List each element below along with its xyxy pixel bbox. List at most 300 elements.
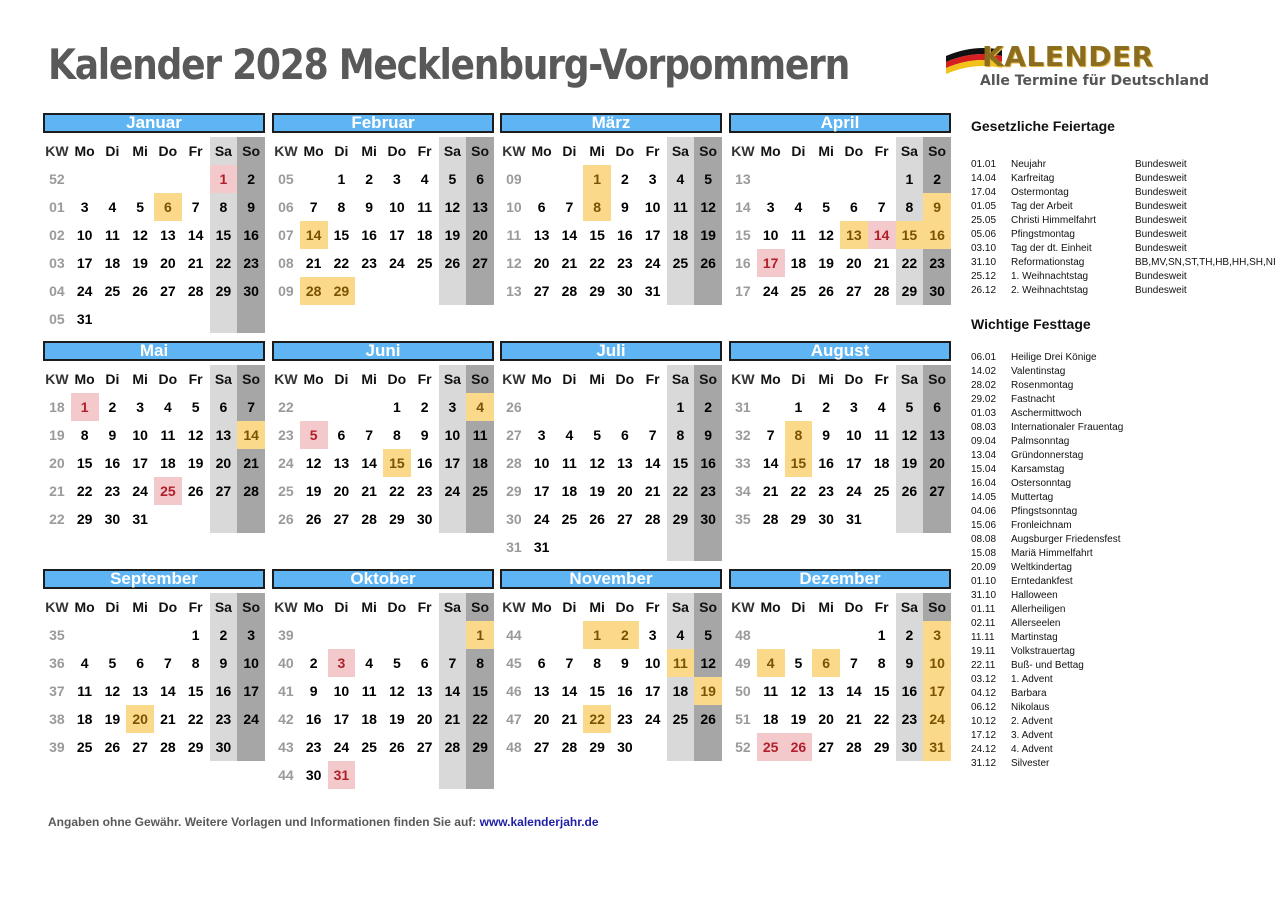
day-cell[interactable]: 3: [136, 399, 145, 415]
day-cell[interactable]: 2: [108, 399, 117, 415]
day-cell[interactable]: 13: [533, 683, 550, 699]
day-cell[interactable]: 26: [589, 511, 605, 527]
day-cell[interactable]: 20: [126, 705, 154, 733]
day-cell[interactable]: 6: [849, 199, 858, 215]
day-cell[interactable]: 7: [565, 199, 574, 215]
day-cell[interactable]: 29: [873, 739, 890, 755]
day-cell[interactable]: 22: [466, 705, 494, 733]
day-cell[interactable]: 11: [874, 427, 890, 443]
day-cell[interactable]: 18: [561, 483, 578, 499]
day-cell[interactable]: 15: [333, 227, 350, 243]
day-cell[interactable]: 19: [694, 221, 722, 249]
day-cell[interactable]: 23: [416, 483, 433, 499]
day-cell[interactable]: 22: [187, 711, 204, 727]
day-cell[interactable]: 10: [237, 649, 265, 677]
day-cell[interactable]: 15: [383, 449, 411, 477]
day-cell[interactable]: 30: [237, 277, 265, 305]
day-cell[interactable]: 8: [785, 421, 813, 449]
day-cell[interactable]: 31: [644, 283, 661, 299]
day-cell[interactable]: 9: [420, 427, 429, 443]
day-cell[interactable]: 23: [617, 711, 633, 727]
day-cell[interactable]: 29: [589, 739, 605, 755]
day-cell[interactable]: 8: [593, 655, 602, 671]
day-cell[interactable]: 25: [361, 739, 377, 755]
day-cell[interactable]: 13: [818, 683, 834, 699]
day-cell[interactable]: 4: [565, 427, 574, 443]
day-cell[interactable]: 1: [392, 399, 401, 415]
day-cell[interactable]: 25: [873, 483, 890, 499]
day-cell[interactable]: 1: [191, 627, 200, 643]
day-cell[interactable]: 5: [191, 399, 200, 415]
day-cell[interactable]: 13: [333, 455, 350, 471]
day-cell[interactable]: 20: [818, 711, 834, 727]
day-cell[interactable]: 4: [667, 165, 695, 193]
day-cell[interactable]: 15: [873, 683, 890, 699]
day-cell[interactable]: 1: [896, 165, 924, 193]
day-cell[interactable]: 29: [667, 505, 695, 533]
day-cell[interactable]: 17: [644, 683, 661, 699]
day-cell[interactable]: 26: [439, 249, 467, 277]
day-cell[interactable]: 11: [561, 455, 577, 471]
day-cell[interactable]: 12: [694, 649, 722, 677]
day-cell[interactable]: 5: [694, 621, 722, 649]
day-cell[interactable]: 12: [896, 421, 924, 449]
day-cell[interactable]: 20: [923, 449, 951, 477]
day-cell[interactable]: 2: [237, 165, 265, 193]
day-cell[interactable]: 13: [466, 193, 494, 221]
day-cell[interactable]: 1: [210, 165, 238, 193]
day-cell[interactable]: 3: [923, 621, 951, 649]
day-cell[interactable]: 14: [561, 227, 578, 243]
day-cell[interactable]: 22: [210, 249, 238, 277]
day-cell[interactable]: 1: [337, 171, 346, 187]
day-cell[interactable]: 24: [333, 739, 350, 755]
day-cell[interactable]: 27: [132, 739, 148, 755]
day-cell[interactable]: 29: [76, 511, 93, 527]
day-cell[interactable]: 6: [154, 193, 182, 221]
day-cell[interactable]: 17: [132, 455, 148, 471]
day-cell[interactable]: 11: [417, 199, 433, 215]
day-cell[interactable]: 22: [896, 249, 924, 277]
day-cell[interactable]: 12: [589, 455, 605, 471]
day-cell[interactable]: 27: [160, 283, 176, 299]
day-cell[interactable]: 10: [762, 227, 779, 243]
day-cell[interactable]: 17: [237, 677, 265, 705]
day-cell[interactable]: 14: [762, 455, 779, 471]
day-cell[interactable]: 11: [104, 227, 120, 243]
day-cell[interactable]: 22: [583, 705, 611, 733]
day-cell[interactable]: 25: [154, 477, 182, 505]
day-cell[interactable]: 31: [533, 539, 550, 555]
day-cell[interactable]: 14: [160, 683, 176, 699]
day-cell[interactable]: 21: [561, 255, 578, 271]
day-cell[interactable]: 31: [923, 733, 951, 761]
day-cell[interactable]: 15: [589, 683, 605, 699]
day-cell[interactable]: 18: [416, 227, 433, 243]
day-cell[interactable]: 21: [160, 711, 176, 727]
day-cell[interactable]: 4: [365, 655, 374, 671]
day-cell[interactable]: 12: [818, 227, 834, 243]
day-cell[interactable]: 19: [439, 221, 467, 249]
day-cell[interactable]: 28: [644, 511, 661, 527]
day-cell[interactable]: 27: [333, 511, 350, 527]
day-cell[interactable]: 5: [896, 393, 924, 421]
day-cell[interactable]: 26: [104, 739, 121, 755]
day-cell[interactable]: 29: [896, 277, 924, 305]
day-cell[interactable]: 25: [667, 249, 695, 277]
day-cell[interactable]: 12: [187, 427, 204, 443]
day-cell[interactable]: 4: [108, 199, 117, 215]
day-cell[interactable]: 28: [561, 283, 578, 299]
day-cell[interactable]: 5: [108, 655, 117, 671]
day-cell[interactable]: 9: [210, 649, 238, 677]
day-cell[interactable]: 14: [846, 683, 862, 699]
day-cell[interactable]: 28: [160, 739, 176, 755]
day-cell[interactable]: 24: [846, 483, 862, 499]
day-cell[interactable]: 19: [187, 455, 204, 471]
day-cell[interactable]: 27: [846, 283, 862, 299]
day-cell[interactable]: 16: [818, 455, 834, 471]
day-cell[interactable]: 29: [589, 283, 605, 299]
day-cell[interactable]: 11: [790, 227, 806, 243]
day-cell[interactable]: 31: [328, 761, 356, 789]
day-cell[interactable]: 10: [644, 199, 661, 215]
day-cell[interactable]: 18: [873, 455, 890, 471]
day-cell[interactable]: 9: [694, 421, 722, 449]
day-cell[interactable]: 6: [620, 427, 629, 443]
day-cell[interactable]: 28: [361, 511, 377, 527]
day-cell[interactable]: 20: [416, 711, 433, 727]
day-cell[interactable]: 15: [466, 677, 494, 705]
day-cell[interactable]: 6: [466, 165, 494, 193]
day-cell[interactable]: 24: [644, 711, 661, 727]
day-cell[interactable]: 1: [583, 621, 611, 649]
day-cell[interactable]: 2: [694, 393, 722, 421]
day-cell[interactable]: 16: [617, 227, 633, 243]
day-cell[interactable]: 10: [76, 227, 93, 243]
day-cell[interactable]: 19: [305, 483, 322, 499]
day-cell[interactable]: 6: [923, 393, 951, 421]
day-cell[interactable]: 9: [309, 683, 318, 699]
day-cell[interactable]: 15: [785, 449, 813, 477]
day-cell[interactable]: 6: [812, 649, 840, 677]
day-cell[interactable]: 4: [667, 621, 695, 649]
day-cell[interactable]: 8: [466, 649, 494, 677]
day-cell[interactable]: 6: [136, 655, 145, 671]
day-cell[interactable]: 28: [300, 277, 328, 305]
day-cell[interactable]: 26: [389, 739, 405, 755]
day-cell[interactable]: 24: [923, 705, 951, 733]
day-cell[interactable]: 7: [191, 199, 200, 215]
day-cell[interactable]: 6: [420, 655, 429, 671]
day-cell[interactable]: 29: [466, 733, 494, 761]
day-cell[interactable]: 14: [439, 677, 467, 705]
day-cell[interactable]: 17: [757, 249, 785, 277]
day-cell[interactable]: 25: [757, 733, 785, 761]
day-cell[interactable]: 16: [416, 455, 433, 471]
day-cell[interactable]: 5: [694, 165, 722, 193]
day-cell[interactable]: 8: [896, 193, 924, 221]
day-cell[interactable]: 30: [694, 505, 722, 533]
day-cell[interactable]: 5: [794, 655, 803, 671]
day-cell[interactable]: 3: [849, 399, 858, 415]
day-cell[interactable]: 11: [77, 683, 93, 699]
day-cell[interactable]: 28: [237, 477, 265, 505]
day-cell[interactable]: 14: [561, 683, 578, 699]
day-cell[interactable]: 7: [877, 199, 886, 215]
day-cell[interactable]: 1: [583, 165, 611, 193]
day-cell[interactable]: 4: [466, 393, 494, 421]
day-cell[interactable]: 10: [132, 427, 148, 443]
day-cell[interactable]: 3: [648, 171, 657, 187]
day-cell[interactable]: 28: [846, 739, 862, 755]
day-cell[interactable]: 18: [667, 677, 695, 705]
day-cell[interactable]: 12: [305, 455, 322, 471]
day-cell[interactable]: 2: [620, 171, 629, 187]
day-cell[interactable]: 16: [694, 449, 722, 477]
day-cell[interactable]: 29: [790, 511, 807, 527]
day-cell[interactable]: 17: [923, 677, 951, 705]
day-cell[interactable]: 10: [439, 421, 467, 449]
day-cell[interactable]: 6: [537, 199, 546, 215]
day-cell[interactable]: 2: [365, 171, 374, 187]
day-cell[interactable]: 16: [617, 683, 633, 699]
day-cell[interactable]: 14: [644, 455, 661, 471]
day-cell[interactable]: 18: [466, 449, 494, 477]
day-cell[interactable]: 19: [694, 677, 722, 705]
day-cell[interactable]: 3: [80, 199, 89, 215]
day-cell[interactable]: 7: [237, 393, 265, 421]
day-cell[interactable]: 15: [896, 221, 924, 249]
day-cell[interactable]: 1: [877, 627, 886, 643]
day-cell[interactable]: 24: [76, 283, 93, 299]
day-cell[interactable]: 27: [533, 283, 550, 299]
day-cell[interactable]: 26: [694, 249, 722, 277]
day-cell[interactable]: 3: [766, 199, 775, 215]
day-cell[interactable]: 23: [237, 249, 265, 277]
day-cell[interactable]: 9: [620, 655, 629, 671]
day-cell[interactable]: 25: [104, 283, 121, 299]
day-cell[interactable]: 7: [565, 655, 574, 671]
day-cell[interactable]: 23: [617, 255, 633, 271]
day-cell[interactable]: 20: [466, 221, 494, 249]
day-cell[interactable]: 25: [667, 705, 695, 733]
day-cell[interactable]: 27: [533, 739, 550, 755]
day-cell[interactable]: 26: [785, 733, 813, 761]
day-cell[interactable]: 4: [80, 655, 89, 671]
day-cell[interactable]: 30: [896, 733, 924, 761]
day-cell[interactable]: 16: [305, 711, 322, 727]
day-cell[interactable]: 29: [210, 277, 238, 305]
day-cell[interactable]: 8: [337, 199, 346, 215]
day-cell[interactable]: 31: [132, 511, 148, 527]
day-cell[interactable]: 5: [136, 199, 145, 215]
day-cell[interactable]: 30: [305, 767, 322, 783]
day-cell[interactable]: 10: [533, 455, 550, 471]
day-cell[interactable]: 10: [923, 649, 951, 677]
day-cell[interactable]: 19: [790, 711, 807, 727]
day-cell[interactable]: 14: [300, 221, 328, 249]
day-cell[interactable]: 30: [617, 283, 633, 299]
day-cell[interactable]: 26: [132, 283, 148, 299]
day-cell[interactable]: 7: [163, 655, 172, 671]
day-cell[interactable]: 21: [644, 483, 661, 499]
day-cell[interactable]: 22: [76, 483, 93, 499]
day-cell[interactable]: 13: [132, 683, 148, 699]
day-cell[interactable]: 4: [877, 399, 886, 415]
day-cell[interactable]: 15: [76, 455, 93, 471]
day-cell[interactable]: 30: [416, 511, 433, 527]
day-cell[interactable]: 23: [923, 249, 951, 277]
day-cell[interactable]: 9: [108, 427, 117, 443]
day-cell[interactable]: 20: [533, 255, 550, 271]
day-cell[interactable]: 7: [309, 199, 318, 215]
day-cell[interactable]: 18: [76, 711, 93, 727]
day-cell[interactable]: 13: [416, 683, 433, 699]
day-cell[interactable]: 7: [439, 649, 467, 677]
day-cell[interactable]: 5: [300, 421, 328, 449]
day-cell[interactable]: 21: [846, 711, 862, 727]
day-cell[interactable]: 24: [132, 483, 148, 499]
day-cell[interactable]: 26: [187, 483, 204, 499]
day-cell[interactable]: 9: [365, 199, 374, 215]
day-cell[interactable]: 16: [923, 221, 951, 249]
day-cell[interactable]: 17: [439, 449, 467, 477]
day-cell[interactable]: 25: [416, 255, 433, 271]
day-cell[interactable]: 12: [790, 683, 807, 699]
day-cell[interactable]: 29: [389, 511, 405, 527]
day-cell[interactable]: 19: [389, 711, 405, 727]
day-cell[interactable]: 8: [191, 655, 200, 671]
day-cell[interactable]: 5: [822, 199, 831, 215]
day-cell[interactable]: 8: [392, 427, 401, 443]
day-cell[interactable]: 10: [644, 655, 661, 671]
day-cell[interactable]: 18: [160, 455, 176, 471]
day-cell[interactable]: 25: [76, 739, 93, 755]
day-cell[interactable]: 3: [648, 627, 657, 643]
day-cell[interactable]: 20: [333, 483, 350, 499]
day-cell[interactable]: 15: [589, 227, 605, 243]
day-cell[interactable]: 2: [309, 655, 318, 671]
day-cell[interactable]: 6: [537, 655, 546, 671]
day-cell[interactable]: 27: [818, 739, 834, 755]
day-cell[interactable]: 18: [667, 221, 695, 249]
day-cell[interactable]: 14: [361, 455, 377, 471]
day-cell[interactable]: 28: [762, 511, 779, 527]
day-cell[interactable]: 31: [846, 511, 862, 527]
day-cell[interactable]: 9: [620, 199, 629, 215]
day-cell[interactable]: 17: [333, 711, 350, 727]
day-cell[interactable]: 22: [790, 483, 807, 499]
day-cell[interactable]: 23: [896, 705, 924, 733]
day-cell[interactable]: 15: [187, 683, 204, 699]
day-cell[interactable]: 26: [896, 477, 924, 505]
day-cell[interactable]: 21: [873, 255, 890, 271]
day-cell[interactable]: 8: [210, 193, 238, 221]
day-cell[interactable]: 23: [210, 705, 238, 733]
day-cell[interactable]: 19: [589, 483, 605, 499]
day-cell[interactable]: 21: [305, 255, 322, 271]
day-cell[interactable]: 18: [762, 711, 779, 727]
day-cell[interactable]: 17: [389, 227, 405, 243]
day-cell[interactable]: 7: [365, 427, 374, 443]
day-cell[interactable]: 15: [210, 221, 238, 249]
day-cell[interactable]: 8: [80, 427, 89, 443]
day-cell[interactable]: 12: [389, 683, 405, 699]
day-cell[interactable]: 20: [617, 483, 633, 499]
day-cell[interactable]: 18: [361, 711, 377, 727]
day-cell[interactable]: 24: [762, 283, 779, 299]
day-cell[interactable]: 27: [210, 477, 238, 505]
day-cell[interactable]: 14: [237, 421, 265, 449]
day-cell[interactable]: 28: [873, 283, 890, 299]
day-cell[interactable]: 3: [237, 621, 265, 649]
day-cell[interactable]: 11: [763, 683, 779, 699]
day-cell[interactable]: 2: [923, 165, 951, 193]
day-cell[interactable]: 8: [667, 421, 695, 449]
day-cell[interactable]: 30: [923, 277, 951, 305]
day-cell[interactable]: 11: [361, 683, 377, 699]
day-cell[interactable]: 20: [533, 711, 550, 727]
day-cell[interactable]: 31: [76, 311, 93, 327]
day-cell[interactable]: 16: [361, 227, 377, 243]
day-cell[interactable]: 28: [439, 733, 467, 761]
day-cell[interactable]: 19: [896, 449, 924, 477]
day-cell[interactable]: 22: [333, 255, 350, 271]
day-cell[interactable]: 21: [187, 255, 204, 271]
day-cell[interactable]: 21: [762, 483, 779, 499]
day-cell[interactable]: 23: [818, 483, 834, 499]
day-cell[interactable]: 6: [337, 427, 346, 443]
day-cell[interactable]: 21: [561, 711, 578, 727]
day-cell[interactable]: 30: [617, 739, 633, 755]
day-cell[interactable]: 29: [328, 277, 356, 305]
day-cell[interactable]: 9: [237, 193, 265, 221]
day-cell[interactable]: 3: [439, 393, 467, 421]
day-cell[interactable]: 5: [439, 165, 467, 193]
day-cell[interactable]: 21: [237, 449, 265, 477]
day-cell[interactable]: 13: [210, 421, 238, 449]
day-cell[interactable]: 18: [104, 255, 121, 271]
day-cell[interactable]: 19: [104, 711, 121, 727]
day-cell[interactable]: 24: [389, 255, 405, 271]
day-cell[interactable]: 19: [132, 255, 148, 271]
day-cell[interactable]: 7: [766, 427, 775, 443]
day-cell[interactable]: 1: [71, 393, 99, 421]
day-cell[interactable]: 23: [361, 255, 377, 271]
day-cell[interactable]: 9: [822, 427, 831, 443]
day-cell[interactable]: 13: [160, 227, 176, 243]
day-cell[interactable]: 2: [896, 621, 924, 649]
day-cell[interactable]: 26: [818, 283, 834, 299]
day-cell[interactable]: 20: [160, 255, 176, 271]
day-cell[interactable]: 23: [104, 483, 121, 499]
day-cell[interactable]: 17: [644, 227, 661, 243]
day-cell[interactable]: 13: [923, 421, 951, 449]
day-cell[interactable]: 3: [392, 171, 401, 187]
day-cell[interactable]: 14: [868, 221, 896, 249]
day-cell[interactable]: 30: [104, 511, 121, 527]
day-cell[interactable]: 7: [849, 655, 858, 671]
day-cell[interactable]: 25: [561, 511, 578, 527]
day-cell[interactable]: 13: [617, 455, 633, 471]
day-cell[interactable]: 11: [667, 649, 695, 677]
day-cell[interactable]: 24: [439, 477, 467, 505]
day-cell[interactable]: 25: [790, 283, 807, 299]
day-cell[interactable]: 20: [210, 449, 238, 477]
day-cell[interactable]: 6: [210, 393, 238, 421]
day-cell[interactable]: 28: [187, 283, 204, 299]
